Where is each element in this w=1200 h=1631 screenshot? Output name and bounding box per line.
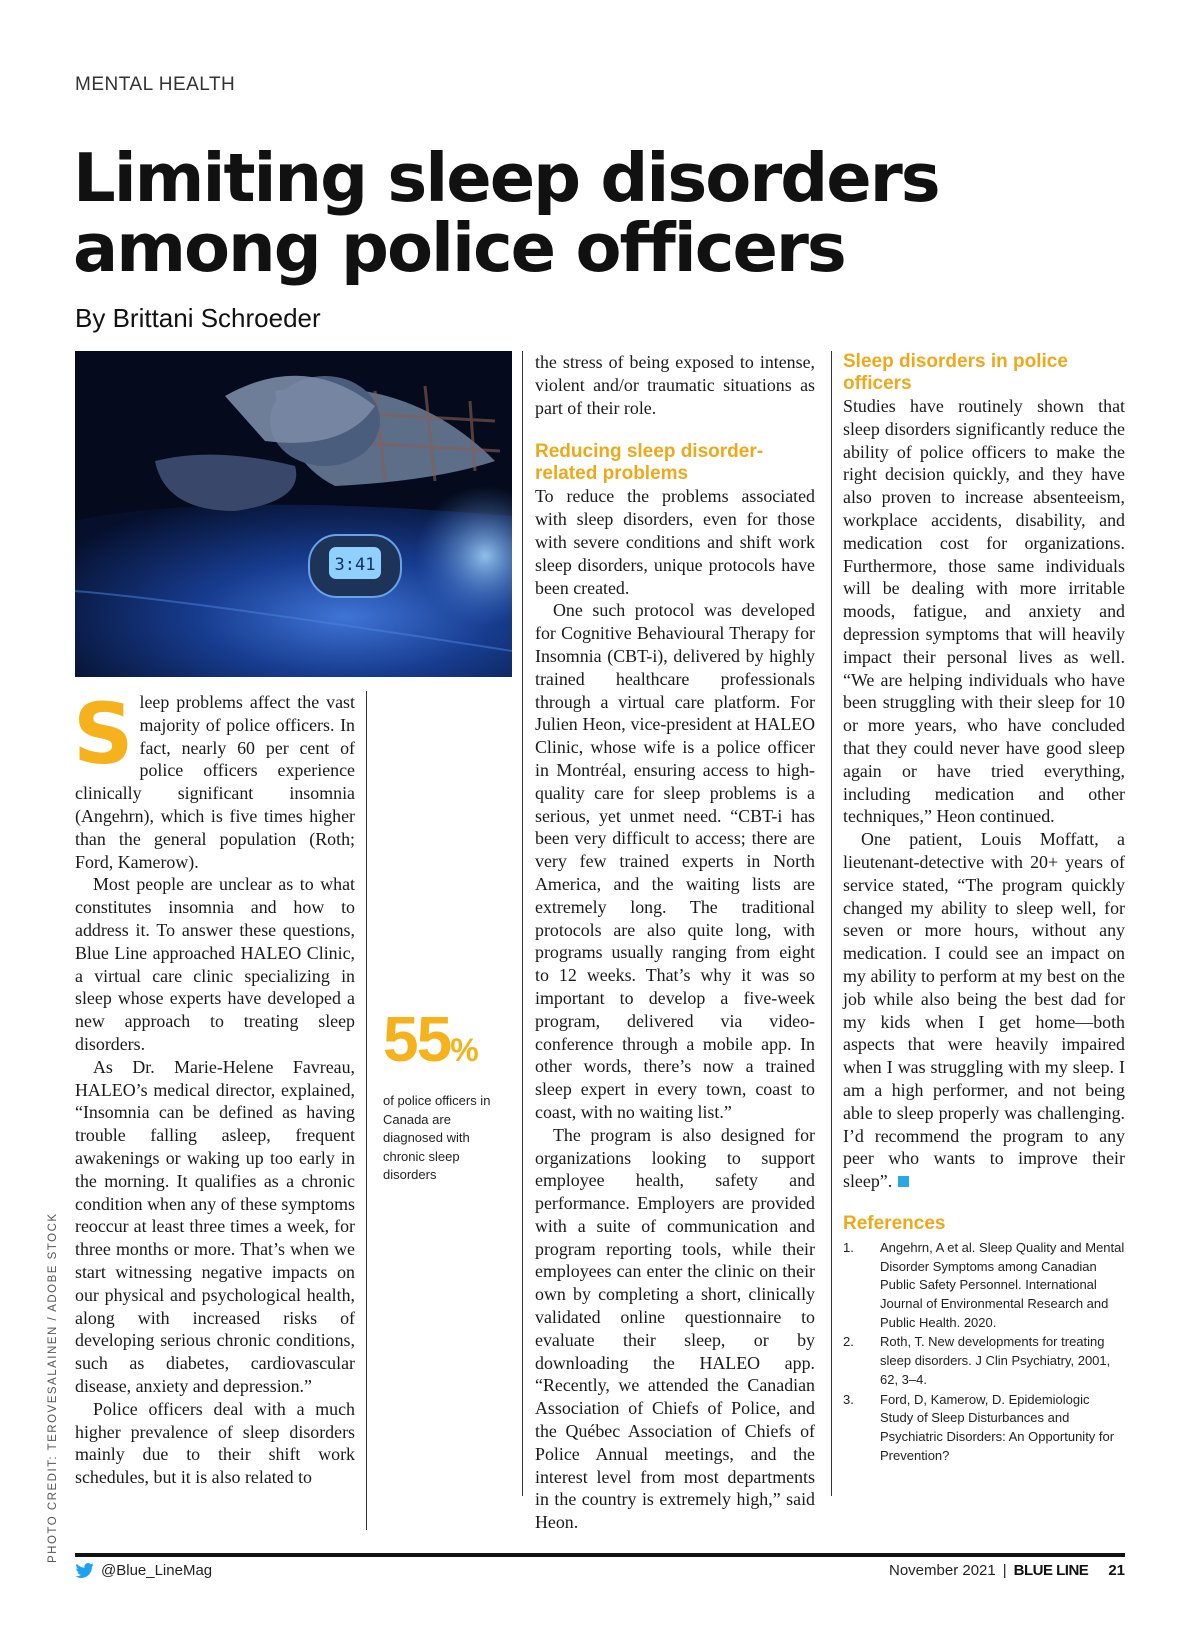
twitter-bird-icon bbox=[75, 1563, 95, 1579]
article-column-1 bbox=[73, 685, 355, 1489]
paragraph: Studies have routinely shown that sleep disorders significantly reduce the ability of police officers to make the right decision quickly, and they have also proven to increase absenteeism, workplace accidents, disability, and medication cost for organizations. Furthermore, those same individuals will be dealing with more irritable moods, fatigue, and anxiety and depression symptoms that will heavily impact their personal lives as well. “We are helping individuals who have been struggling with their sleep for 10 or more years, who have concluded that they could never have good sleep again or have tried everything, including medication and other techniques,” Heon continued. bbox=[843, 396, 1125, 827]
paragraph: Police officers deal with a much higher prevalence of sleep disorders mainly due to their shift work schedules, but it is also related to bbox=[75, 1398, 355, 1488]
clock-readout: 3:41 bbox=[334, 555, 376, 575]
article-column-2 bbox=[535, 351, 815, 1534]
byline: By Brittani Schroeder bbox=[75, 303, 321, 333]
magazine-brand: BLUE LINE bbox=[1013, 1562, 1089, 1579]
drop-cap: S bbox=[73, 685, 134, 783]
paragraph: The program is also designed for organizations looking to support employee health, safety and performance. Employers are provided with a suite of communication and program reporting tools, while their employees can enter the clinic on their own by completing a short, clinically validated online questionnaire to evaluate their sleep, or by downloading the HALEO app. “Recently, we attended the Canadian Association of Chiefs of Police, and the Québec Association of Chiefs of Police Annual meetings, and the interest level from most departments in the country is extremely high,” said Heon. bbox=[535, 1124, 815, 1533]
paragraph: To reduce the problems associated with sleep disorders, even for those with severe conditions and shift work sleep disorders, unique protocols have been created. bbox=[535, 486, 815, 598]
twitter-handle[interactable]: @Blue_LineMag bbox=[101, 1562, 213, 1579]
reference-item: 3. Ford, D, Kamerow, D. Epidemiologic Study of Sleep Disturbances and Psychiatric Disorders: An Opportunity for Prevention? bbox=[843, 1391, 1115, 1463]
article-headline: Limiting sleep disorders among police officers bbox=[73, 139, 939, 287]
column-divider bbox=[522, 351, 523, 1496]
paragraph: leep problems affect the vast majority of police officers. In fact, nearly 60 per cent of police officers experience clinically significant insomnia (Angehrn), which is five times higher than the general population (Roth; Ford, Kamerow). bbox=[75, 692, 355, 872]
reference-item: 1. Angehrn, A et al. Sleep Quality and Mental Disorder Symptoms among Canadian Public Safety Personnel. International Journal of Environmental Research and Public Health. 2020. bbox=[843, 1239, 1125, 1330]
page-number: 21 bbox=[1108, 1562, 1125, 1579]
stat-unit: % bbox=[450, 1032, 479, 1068]
photo-credit: PHOTO CREDIT: TEROVESALAINEN / ADOBE STOCK bbox=[47, 1212, 59, 1563]
references-list bbox=[843, 1239, 1125, 1465]
reference-item: 2. Roth, T. New developments for treating sleep disorders. J Clin Psychiatry, 2001, 62, 3–4. bbox=[843, 1334, 1111, 1387]
issue-date: November 2021 bbox=[889, 1562, 996, 1579]
footer-rule bbox=[75, 1553, 1125, 1557]
stat-description: of police officers in Canada are diagnosed with chronic sleep disorders bbox=[383, 1093, 491, 1182]
paragraph: One such protocol was developed for Cognitive Behavioural Therapy for Insomnia (CBT-i), delivered by highly trained healthcare professionals through a virtual care platform. For Julien Heon, vice-president at HALEO Clinic, whose wife is a police officer in Montréal, ensuring access to high-quality care for sleep problems is a serious, yet unmet need. “CBT-i has been very difficult to access; there are very few trained experts in North America, and the waiting lists are extremely long. The traditional protocols are also quite long, with programs usually ranging from eight to 12 weeks. That’s why it was so important to develop a five-week program, delivered via video-conference through a mobile app. In other words, there’s now a trained sleep expert in every town, coast to coast, with no waiting list.” bbox=[535, 600, 815, 1122]
stat-value: 55% bbox=[383, 1003, 479, 1075]
article-photo bbox=[75, 351, 512, 677]
references-heading: References bbox=[843, 1212, 946, 1234]
article-column-3 bbox=[843, 351, 1125, 1466]
section-label: MENTAL HEALTH bbox=[75, 74, 236, 95]
paragraph: Most people are unclear as to what constitutes insomnia and how to address it. To answer these questions, Blue Line approached HALEO Clinic, a virtual care clinic specializing in sleep whose experts have developed a new approach to treating sleep disorders. bbox=[75, 874, 355, 1054]
footer-separator: | bbox=[1002, 1562, 1007, 1579]
subheading: Sleep disorders in police officers bbox=[843, 351, 1068, 394]
end-mark-icon bbox=[898, 1176, 909, 1187]
insomnia-photo bbox=[75, 351, 512, 677]
stat-callout bbox=[383, 1003, 503, 1185]
column-divider bbox=[831, 351, 832, 1496]
paragraph: As Dr. Marie-Helene Favreau, HALEO’s medical director, explained, “Insomnia can be defined as having trouble falling asleep, frequent awakenings or waking up too early in the morning. It qualifies as a chronic condition when any of these symptoms reoccur at least three times a week, for three months or more. That’s when we start witnessing negative impacts on our physical and psychological health, along with increased risks of developing serious chronic conditions, such as diabetes, cardiovascular disease, anxiety and depression.” bbox=[75, 1056, 355, 1396]
footer-info bbox=[889, 1562, 1125, 1579]
paragraph: the stress of being exposed to intense, violent and/or traumatic situations as part of their role. bbox=[535, 352, 815, 418]
column-divider bbox=[366, 691, 367, 1530]
footer-social[interactable] bbox=[75, 1562, 212, 1579]
subheading: Reducing sleep disorder-related problems bbox=[535, 441, 764, 485]
paragraph: One patient, Louis Moffatt, a lieutenant-detective with 20+ years of service stated, “The program quickly changed my ability to sleep well, for seven or more hours, without any medication. I could see an impact on my ability to perform at my best on the job while also being the best dad for my kids when I get home—both aspects that were heavily impaired when I was struggling with my sleep. I am a high performer, and not being able to sleep properly was challenging. I’d recommend the program to any peer who wants to improve their sleep”. bbox=[843, 829, 1125, 1192]
